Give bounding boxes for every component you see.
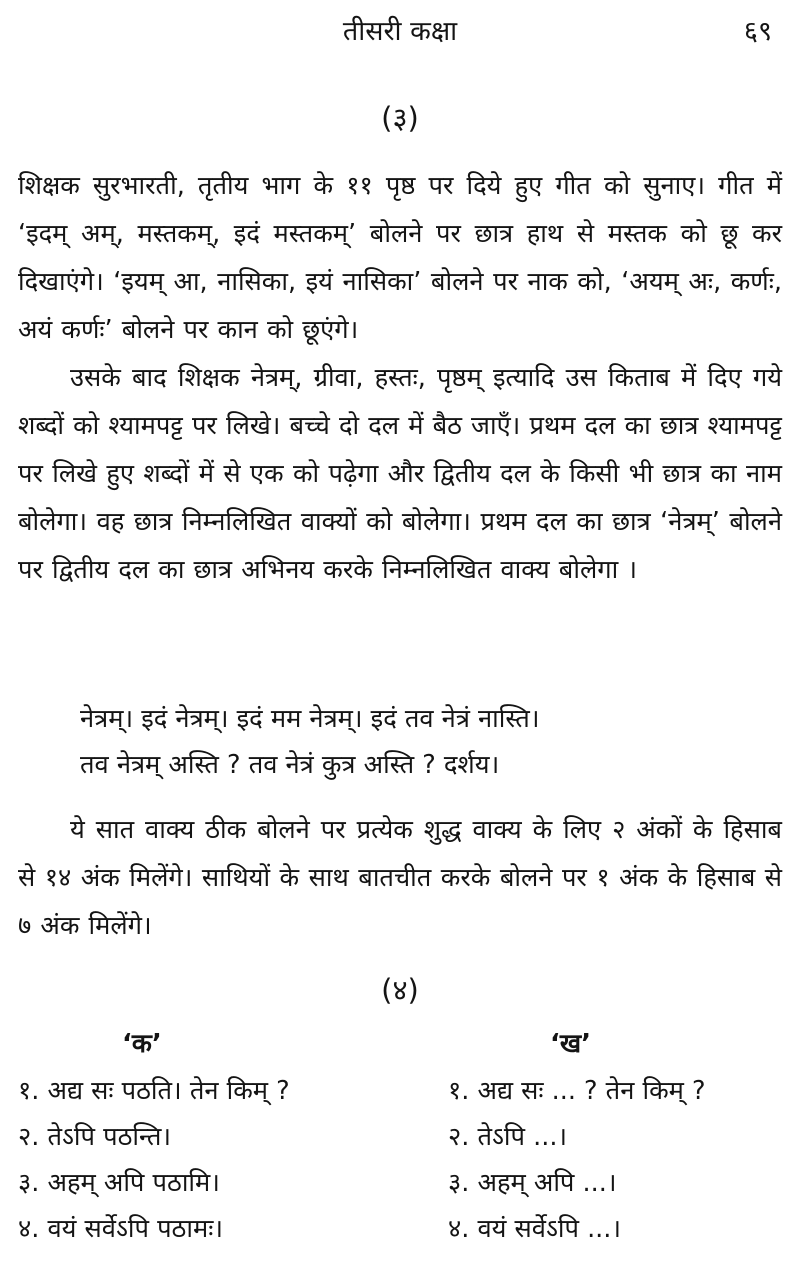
list-item: १. अद्य सः ... ? तेन किम् ? <box>448 1076 706 1106</box>
section-3-body <box>18 162 782 594</box>
list-item: २. तेऽपि ...। <box>448 1122 568 1152</box>
running-title: तीसरी कक्षा <box>342 16 458 47</box>
paragraph-song-instructions: शिक्षक सुरभारती, तृतीय भाग के ११ पृष्ठ पर दिये हुए गीत को सुनाए। गीत में ‘इदम् अम्, मस्तकम्, इदं मस्तकम्’ बोलने पर छात्र हाथ से मस्तक को छू कर दिखाएंगे। ‘इयम् आ, नासिका, इयं नासिका’ बोलने पर नाक को, ‘अयम् अः, कर्णः, अयं कर्णः’ बोलने पर कान को छूएंगे। <box>18 171 782 345</box>
list-item: ४. वयं सर्वेऽपि ...। <box>448 1214 622 1244</box>
list-item: २. तेऽपि पठन्ति। <box>18 1122 172 1152</box>
section-4-heading: (४) <box>381 973 419 1007</box>
example-line: नेत्रम्। इदं नेत्रम्। इदं मम नेत्रम्। इदं तव नेत्रं नास्ति। <box>80 704 540 734</box>
example-sentences <box>80 696 780 788</box>
list-item: १. अद्य सः पठति। तेन किम् ? <box>18 1076 290 1106</box>
page-number: ६९ <box>743 16 772 47</box>
column-kha-heading: ‘ख’ <box>550 1029 592 1059</box>
column-ka-list <box>18 1068 418 1252</box>
column-ka-heading: ‘क’ <box>122 1029 162 1059</box>
column-kha-list <box>448 1068 788 1252</box>
running-header <box>0 14 800 54</box>
section-3-heading: (३) <box>381 101 419 135</box>
example-line: तव नेत्रम् अस्ति ? तव नेत्रं कुत्र अस्ति ? दर्शय। <box>80 750 500 780</box>
list-item: ४. वयं सर्वेऽपि पठामः। <box>18 1214 224 1244</box>
paragraph-blackboard-activity: उसके बाद शिक्षक नेत्रम्, ग्रीवा, हस्तः, पृष्ठम् इत्यादि उस किताब में दिए गये शब्दों को श्यामपट्ट पर लिखे। बच्चे दो दल में बैठ जाएँ। प्रथम दल का छात्र श्यामपट्ट पर लिखे हुए शब्दों में से एक को पढ़ेगा और द्वितीय दल के किसी भी छात्र का नाम बोलेगा। वह छात्र निम्नलिखित वाक्यों को बोलेगा। प्रथम दल का छात्र ‘नेत्रम्’ बोलने पर द्वितीय दल का छात्र अभिनय करके निम्नलिखित वाक्य बोलेगा । <box>18 363 782 585</box>
list-item: ३. अहम् अपि पठामि। <box>18 1168 220 1198</box>
list-item: ३. अहम् अपि ...। <box>448 1168 617 1198</box>
scoring-text: ये सात वाक्य ठीक बोलने पर प्रत्येक शुद्ध वाक्य के लिए २ अंकों के हिसाब से १४ अंक मिलेंगे। साथियों के साथ बातचीत करके बोलने पर १ अंक के हिसाब से ७ अंक मिलेंगे। <box>18 815 782 941</box>
scoring-paragraph <box>18 806 782 950</box>
